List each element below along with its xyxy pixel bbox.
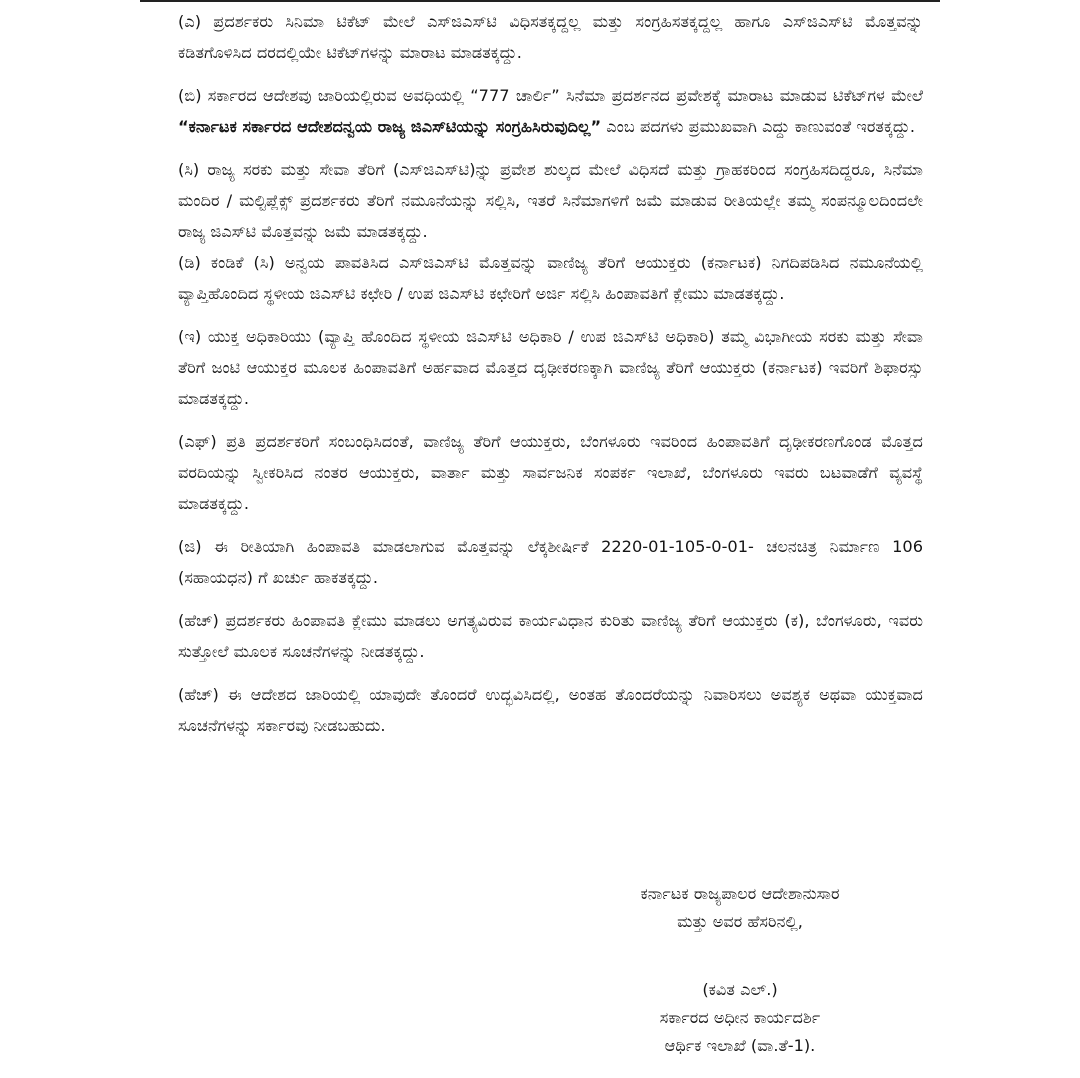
paragraph-b [178,80,923,142]
signatory-department: ಆರ್ಥಿಕ ಇಲಾಖೆ (ವಾ.ತೆ-1). [664,1036,816,1055]
signatory-name: (ಕವಿತ ಎಲ್.) [702,980,778,999]
paragraph-h1: (ಹೆಚ್) ಪ್ರದರ್ಶಕರು ಹಿಂಪಾವತಿ ಕ್ಲೇಮು ಮಾಡಲು ಅಗತ್ಯವಿರುವ ಕಾರ್ಯವಿಧಾನ ಕುರಿತು ವಾಣಿಜ್ಯ ತೆರಿಗೆ ಆಯುಕ್ತರು (ಕ), ಬೆಂಗಳೂರು, ಇವರು ಸುತ್ತೋಲೆ ಮೂಲಕ ಸೂಚನೆಗಳನ್ನು ನೀಡತಕ್ಕದ್ದು. [178,611,923,661]
paragraph-h2: (ಹೆಚ್) ಈ ಆದೇಶದ ಜಾರಿಯಲ್ಲಿ ಯಾವುದೇ ತೊಂದರೆ ಉದ್ಭವಿಸಿದಲ್ಲಿ, ಅಂತಹ ತೊಂದರೆಯನ್ನು ನಿವಾರಿಸಲು ಅವಶ್ಯಕ ಅಥವಾ ಯುಕ್ತವಾದ ಸೂಚನೆಗಳನ್ನು ಸರ್ಕಾರವು ನೀಡಬಹುದು. [178,685,923,735]
paragraph-f: (ಎಫ್) ಪ್ರತಿ ಪ್ರದರ್ಶಕರಿಗೆ ಸಂಬಂಧಿಸಿದಂತೆ, ವಾಣಿಜ್ಯ ತೆರಿಗೆ ಆಯುಕ್ತರು, ಬೆಂಗಳೂರು ಇವರಿಂದ ಹಿಂಪಾವತಿಗೆ ದೃಢೀಕರಣಗೊಂಡ ಮೊತ್ತದ ವರದಿಯನ್ನು ಸ್ವೀಕರಿಸಿದ ನಂತರ ಆಯುಕ್ತರು, ವಾರ್ತಾ ಮತ್ತು ಸಾರ್ವಜನಿಕ ಸಂಪರ್ಕ ಇಲಾಖೆ, ಬೆಂಗಳೂರು ಇವರು ಬಟವಾಡೆಗೆ ವ್ಯವಸ್ಥೆ ಮಾಡತಕ್ಕದ್ದು. [178,432,923,513]
paragraph-e: (ಇ) ಯುಕ್ತ ಅಧಿಕಾರಿಯು (ವ್ಯಾಪ್ತಿ ಹೊಂದಿದ ಸ್ಥಳೀಯ ಜಿಎಸ್‌ಟಿ ಅಧಿಕಾರಿ / ಉಪ ಜಿಎಸ್‌ಟಿ ಅಧಿಕಾರಿ) ತಮ್ಮ ವಿಭಾಗೀಯ ಸರಕು ಮತ್ತು ಸೇವಾ ತೆರಿಗೆ ಜಂಟಿ ಆಯುಕ್ತರ ಮೂಲಕ ಹಿಂಪಾವತಿಗೆ ಅರ್ಹವಾದ ಮೊತ್ತದ ದೃಢೀಕರಣಕ್ಕಾಗಿ ವಾಣಿಜ್ಯ ತೆರಿಗೆ ಆಯುಕ್ತರು (ಕರ್ನಾಟಕ) ಇವರಿಗೆ ಶಿಫಾರಸ್ಸು ಮಾಡತಕ್ಕದ್ದು. [178,327,923,408]
paragraph-b-bold-text: “ಕರ್ನಾಟಕ ಸರ್ಕಾರದ ಆದೇಶದನ್ವಯ ರಾಜ್ಯ ಜಿಎಸ್‌ಟಿಯನ್ನು ಸಂಗ್ರಹಿಸಿರುವುದಿಲ್ಲ” [178,117,602,136]
paragraph-b-text: (ಬಿ) ಸರ್ಕಾರದ ಆದೇಶವು ಜಾರಿಯಲ್ಲಿರುವ ಅವಧಿಯಲ್ಲಿ “777 ಚಾರ್ಲಿ” ಸಿನೆಮಾ ಪ್ರದರ್ಶನದ ಪ್ರವೇಶಕ್ಕೆ ಮಾರಾಟ ಮಾಡುವ ಟಿಕೆಟ್‌ಗಳ ಮೇಲೆ [178,86,923,105]
paragraph-b-text-end: ಎಂಬ ಪದಗಳು ಪ್ರಮುಖವಾಗಿ ಎದ್ದು ಕಾಣುವಂತೆ ಇರತಕ್ಕದ್ದು. [601,117,916,136]
signature-space [560,936,920,976]
document-body [178,6,923,741]
signature-authority-line1: ಕರ್ನಾಟಕ ರಾಜ್ಯಪಾಲರ ಆದೇಶಾನುಸಾರ [640,884,840,903]
signatory-designation: ಸರ್ಕಾರದ ಅಧೀನ ಕಾರ್ಯದರ್ಶಿ [659,1008,821,1027]
paragraph-g: (ಜಿ) ಈ ರೀತಿಯಾಗಿ ಹಿಂಪಾವತಿ ಮಾಡಲಾಗುವ ಮೊತ್ತವನ್ನು ಲೆಕ್ಕಶೀರ್ಷಿಕೆ 2220-01-105-0-01- ಚಲನಚಿತ್ರ ನಿರ್ಮಾಣ 106 (ಸಹಾಯಧನ) ಗೆ ಖರ್ಚು ಹಾಕತಕ್ಕದ್ದು. [178,537,923,587]
paragraph-d: (ಡಿ) ಕಂಡಿಕೆ (ಸಿ) ಅನ್ವಯ ಪಾವತಿಸಿದ ಎಸ್‌ಜಿಎಸ್‌ಟಿ ಮೊತ್ತವನ್ನು ವಾಣಿಜ್ಯ ತೆರಿಗೆ ಆಯುಕ್ತರು (ಕರ್ನಾಟಕ) ನಿಗದಿಪಡಿಸಿದ ನಮೂನೆಯಲ್ಲಿ ವ್ಯಾಪ್ತಿಹೊಂದಿದ ಸ್ಥಳೀಯ ಜಿಎಸ್‌ಟಿ ಕಛೇರಿ / ಉಪ ಜಿಎಸ್‌ಟಿ ಕಛೇರಿಗೆ ಅರ್ಜಿ ಸಲ್ಲಿಸಿ ಹಿಂಪಾವತಿಗೆ ಕ್ಲೇಮು ಮಾಡತಕ್ಕದ್ದು. [178,253,923,303]
paragraph-c: (ಸಿ) ರಾಜ್ಯ ಸರಕು ಮತ್ತು ಸೇವಾ ತೆರಿಗೆ (ಎಸ್‌ಜಿಎಸ್‌ಟಿ)ನ್ನು ಪ್ರವೇಶ ಶುಲ್ಕದ ಮೇಲೆ ವಿಧಿಸದೆ ಮತ್ತು ಗ್ರಾಹಕರಿಂದ ಸಂಗ್ರಹಿಸದಿದ್ದರೂ, ಸಿನೆಮಾ ಮಂದಿರ / ಮಲ್ಟಿಪ್ಲೆಕ್ಸ್ ಪ್ರದರ್ಶಕರು ತೆರಿಗೆ ನಮೂನೆಯನ್ನು ಸಲ್ಲಿಸಿ, ಇತರೆ ಸಿನೆಮಾಗಳಿಗೆ ಜಮೆ ಮಾಡುವ ರೀತಿಯಲ್ಲೇ ತಮ್ಮ ಸಂಪನ್ಮೂಲದಿಂದಲೇ ರಾಜ್ಯ ಜಿಎಸ್‌ಟಿ ಮೊತ್ತವನ್ನು ಜಮೆ ಮಾಡತಕ್ಕದ್ದು. [178,160,923,241]
top-border-line [140,0,940,2]
signature-authority-line2: ಮತ್ತು ಅವರ ಹೆಸರಿನಲ್ಲಿ, [677,912,803,931]
paragraph-a: (ಎ) ಪ್ರದರ್ಶಕರು ಸಿನಿಮಾ ಟಿಕೆಟ್ ಮೇಲೆ ಎಸ್‌ಜಿಎಸ್‌ಟಿ ವಿಧಿಸತಕ್ಕದ್ದಲ್ಲ ಮತ್ತು ಸಂಗ್ರಹಿಸತಕ್ಕದ್ದಲ್ಲ ಹಾಗೂ ಎಸ್‌ಜಿಎಸ್‌ಟಿ ಮೊತ್ತವನ್ನು ಕಡಿತಗೊಳಿಸಿದ ದರದಲ್ಲಿಯೇ ಟಿಕೆಟ್‌ಗಳನ್ನು ಮಾರಾಟ ಮಾಡತಕ್ಕದ್ದು. [178,12,923,62]
signature-block [560,880,920,1060]
